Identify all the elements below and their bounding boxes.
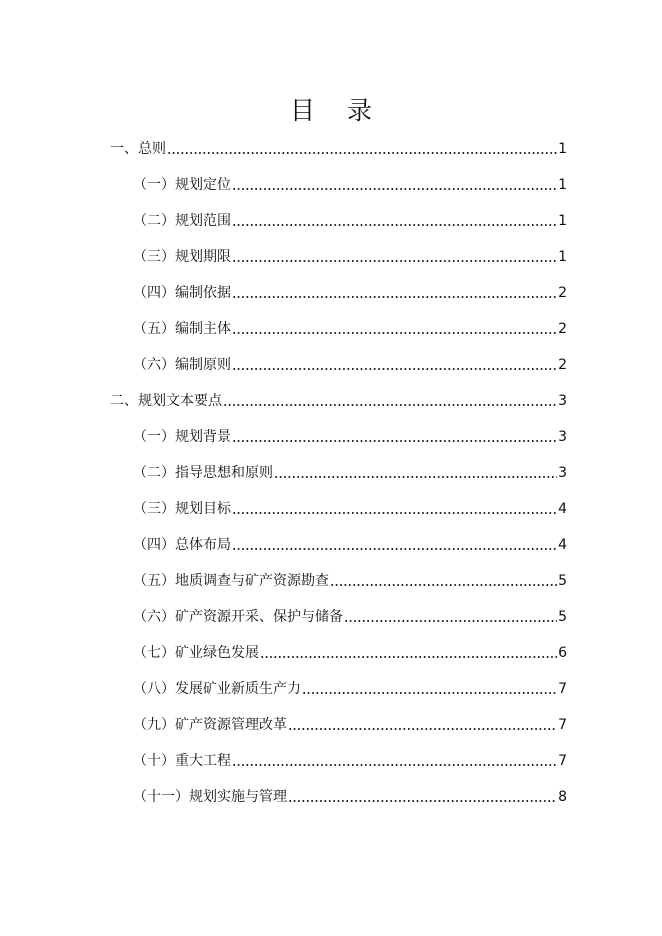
toc-page-number: 3 [558, 429, 567, 445]
toc-subsection-entry[interactable] [133, 604, 567, 626]
toc-entry-title: （九）矿产资源管理改革 [133, 717, 287, 733]
toc-page-number: 7 [558, 717, 567, 733]
toc-entry-title: （一）规划背景 [133, 429, 231, 445]
toc-subsection-entry[interactable] [133, 712, 567, 734]
toc-page-number: 3 [558, 465, 567, 481]
toc-section-entry[interactable] [110, 136, 567, 158]
toc-entry-title: （六）编制原则 [133, 357, 231, 373]
toc-entry-title: （三）规划期限 [133, 249, 231, 265]
toc-entry-title: （五）编制主体 [133, 321, 231, 337]
toc-dot-leader [232, 296, 557, 298]
toc-dot-leader [288, 800, 557, 802]
toc-dot-leader [232, 368, 557, 370]
toc-entry-title: （七）矿业绿色发展 [133, 645, 259, 661]
toc-title: 目 录 [290, 96, 384, 125]
toc-page-number: 4 [558, 501, 567, 517]
toc-subsection-entry[interactable] [133, 424, 567, 446]
toc-dot-leader [232, 764, 557, 766]
toc-page-number: 3 [558, 393, 567, 409]
toc-page-number: 1 [558, 177, 567, 193]
toc-dot-leader [232, 548, 557, 550]
toc-dot-leader [223, 404, 557, 406]
toc-entry-title: （五）地质调查与矿产资源勘查 [133, 573, 329, 589]
toc-page-number: 5 [558, 573, 567, 589]
toc-entry-title: （四）编制依据 [133, 285, 231, 301]
toc-subsection-entry[interactable] [133, 352, 567, 374]
toc-entry-title: （十）重大工程 [133, 753, 231, 769]
toc-page-number: 2 [558, 321, 567, 337]
toc-dot-leader [232, 512, 557, 514]
toc-subsection-entry[interactable] [133, 532, 567, 554]
toc-subsection-entry[interactable] [133, 460, 567, 482]
toc-dot-leader [232, 332, 557, 334]
toc-page-number: 1 [558, 249, 567, 265]
toc-entry-title: （三）规划目标 [133, 501, 231, 517]
toc-entry-title: 二、规划文本要点 [110, 393, 222, 409]
toc-subsection-entry[interactable] [133, 748, 567, 770]
toc-page-number: 5 [558, 609, 567, 625]
toc-entry-title: （一）规划定位 [133, 177, 231, 193]
toc-page-number: 6 [558, 645, 567, 661]
toc-page-number: 8 [558, 789, 567, 805]
toc-page-number: 1 [558, 141, 567, 157]
toc-dot-leader [330, 584, 557, 586]
toc-dot-leader [344, 620, 557, 622]
toc-subsection-entry[interactable] [133, 172, 567, 194]
toc-entry-title: （六）矿产资源开采、保护与储备 [133, 609, 343, 625]
toc-dot-leader [232, 260, 557, 262]
toc-subsection-entry[interactable] [133, 316, 567, 338]
toc-entry-title: （二）指导思想和原则 [133, 465, 273, 481]
toc-subsection-entry[interactable] [133, 676, 567, 698]
toc-dot-leader [232, 440, 557, 442]
toc-dot-leader [260, 656, 557, 658]
toc-subsection-entry[interactable] [133, 784, 567, 806]
toc-subsection-entry[interactable] [133, 244, 567, 266]
toc-subsection-entry[interactable] [133, 208, 567, 230]
toc-subsection-entry[interactable] [133, 280, 567, 302]
toc-entry-title: （四）总体布局 [133, 537, 231, 553]
toc-entry-title: （二）规划范围 [133, 213, 231, 229]
toc-page-number: 4 [558, 537, 567, 553]
toc-dot-leader [288, 728, 557, 730]
toc-dot-leader [274, 476, 557, 478]
toc-dot-leader [232, 188, 557, 190]
toc-section-entry[interactable] [110, 388, 567, 410]
toc-entry-title: 一、总则 [110, 141, 166, 157]
toc-page-number: 2 [558, 285, 567, 301]
toc-dot-leader [232, 224, 557, 226]
toc-page-number: 7 [558, 753, 567, 769]
toc-page-number: 1 [558, 213, 567, 229]
toc-entry-title: （十一）规划实施与管理 [133, 789, 287, 805]
toc-page-number: 7 [558, 681, 567, 697]
toc-dot-leader [167, 152, 557, 154]
toc-dot-leader [302, 692, 557, 694]
toc-page-number: 2 [558, 357, 567, 373]
toc-subsection-entry[interactable] [133, 496, 567, 518]
toc-entry-title: （八）发展矿业新质生产力 [133, 681, 301, 697]
toc-subsection-entry[interactable] [133, 568, 567, 590]
toc-subsection-entry[interactable] [133, 640, 567, 662]
